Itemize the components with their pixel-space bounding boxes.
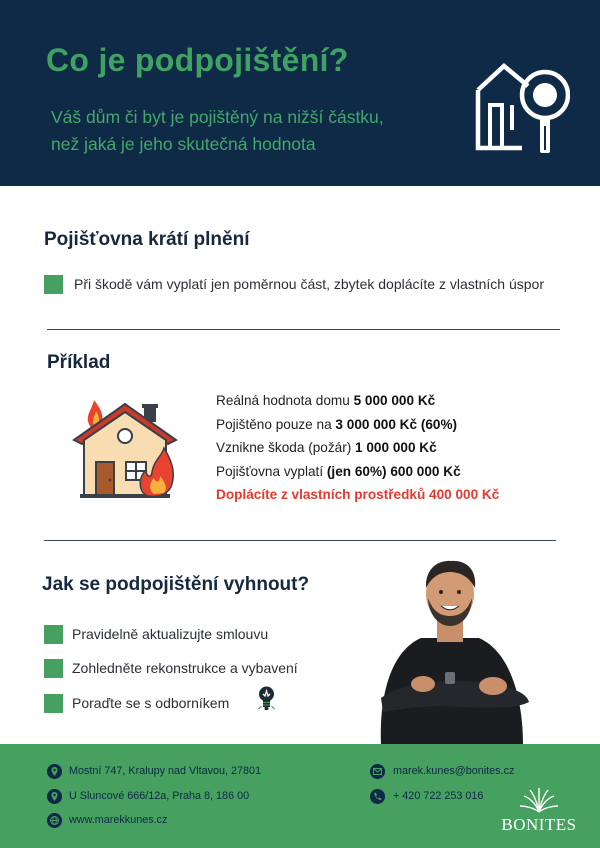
bullet-square bbox=[44, 659, 63, 678]
bullet-text-advisor: Poraďte se s odborníkem bbox=[72, 695, 230, 711]
brand-name: BONITES bbox=[501, 815, 577, 834]
section-heading-example: Příklad bbox=[47, 352, 111, 373]
lightbulb-icon bbox=[258, 686, 275, 712]
header-banner bbox=[0, 0, 600, 186]
bullet-square bbox=[44, 694, 63, 713]
page-subtitle bbox=[51, 104, 451, 158]
bullet-text-claims: Při škodě vám vyplatí jen poměrnou část, zbytek doplácíte z vlastních úspor bbox=[74, 276, 545, 292]
advisor-photo bbox=[365, 560, 535, 745]
footer-address-1: Mostní 747, Kralupy nad Vltavou, 27801 bbox=[69, 765, 262, 777]
location-pin-icon bbox=[47, 789, 62, 804]
bullet-square bbox=[44, 625, 63, 644]
section-heading-claims: Pojišťovna krátí plnění bbox=[44, 229, 250, 250]
page-title: Co je podpojištění? bbox=[46, 42, 349, 78]
globe-icon bbox=[47, 813, 62, 828]
example-line-payout: Pojišťovna vyplatí (jen 60%) 600 000 Kč bbox=[216, 463, 461, 479]
footer-website[interactable]: www.marekkunes.cz bbox=[69, 814, 168, 826]
location-pin-icon bbox=[47, 764, 62, 779]
subtitle-line-1: Váš dům či byt je pojištěný na nižší částku, bbox=[51, 107, 384, 127]
divider bbox=[47, 329, 560, 330]
phone-icon bbox=[370, 789, 385, 804]
divider bbox=[44, 540, 556, 541]
footer-address-2: U Sluncové 666/12a, Praha 8, 186 00 bbox=[69, 790, 250, 802]
section-heading-avoid: Jak se podpojištění vyhnout? bbox=[42, 574, 310, 595]
bullet-text-renovations: Zohledněte rekonstrukce a vybavení bbox=[72, 660, 298, 676]
subtitle-line-2: než jaká je jeho skutečná hodnota bbox=[51, 134, 316, 154]
footer-email[interactable]: marek.kunes@bonites.cz bbox=[393, 765, 515, 777]
example-line-damage: Vznikne škoda (požár) 1 000 000 Kč bbox=[216, 440, 437, 455]
example-calculation bbox=[216, 389, 499, 507]
house-search-icon bbox=[470, 60, 570, 156]
example-line-insured: Pojištěno pouze na 3 000 000 Kč (60%) bbox=[216, 416, 458, 432]
burning-house-icon bbox=[70, 396, 180, 502]
footer-phone[interactable]: + 420 722 253 016 bbox=[393, 790, 484, 802]
bullet-text-update: Pravidelně aktualizujte smlouvu bbox=[72, 626, 269, 642]
email-icon bbox=[370, 764, 385, 779]
bullet-square bbox=[44, 275, 63, 294]
example-highlight: Doplácíte z vlastních prostředků 400 000 Kč bbox=[216, 487, 500, 502]
example-line-real-value: Reálná hodnota domu 5 000 000 Kč bbox=[216, 393, 436, 408]
